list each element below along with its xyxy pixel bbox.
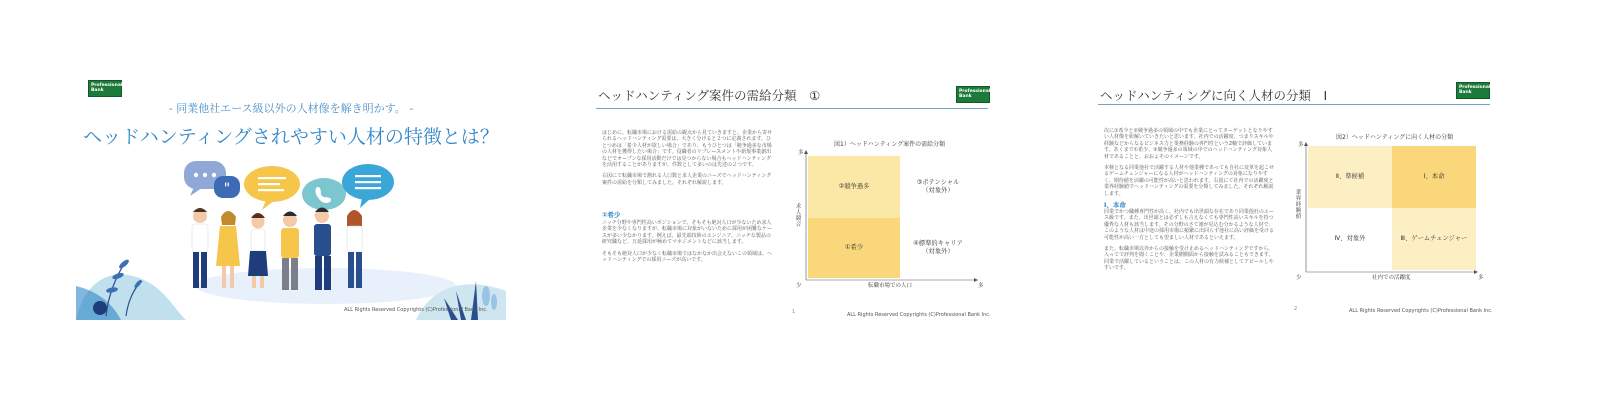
intro-paragraph: 本検となる同業他社で活躍する人材や他業種であっても自社に変革を起こせるゲームチェンジャーになる人材がヘッドハンティングの対象になりやすく、期待値を活躍の可能性が高いと思われます。右図にて社内での活躍度と業界経験値でヘッドハンティングの需要を分類してみました。それぞれ解説します。 — [1104, 165, 1274, 197]
section-paragraph: そもそも絶対人口が少なく転職市場ではなかなか出会えないこの領域は、ヘッドハンティングでの採用ニーズが高いです。 — [602, 250, 773, 264]
section-text — [1104, 209, 1276, 277]
quadrant-label: Ⅲ、ゲームチェンジャー — [1400, 235, 1468, 242]
quadrant-label: ②競争過多 — [838, 183, 870, 190]
quadrant-top-left — [1308, 146, 1392, 208]
figure-title: 図2）ヘッドハンティングに向く人材の分類 — [1336, 134, 1454, 141]
x-axis-label: 転職市場での人口 — [868, 283, 913, 289]
intro-text — [602, 130, 774, 191]
x-axis-label: 社内での活躍度 — [1372, 275, 1411, 281]
intro-paragraph: 右図にて転職市場で測れる人口数と求人企業のニーズでヘッドハンティング案件の需給を分類してみました。それぞれ解説します。 — [602, 173, 772, 186]
intro-text — [1104, 128, 1276, 202]
slide-footer: ALL Rights Reserved Copyrights (C)Professional Bank Inc. — [1349, 308, 1493, 314]
svg-text:": " — [223, 181, 231, 197]
slide-demand-classification[interactable] — [596, 76, 996, 320]
quadrant-top-left — [808, 156, 900, 218]
page-number: 2 — [1294, 306, 1298, 312]
quadrant-label: Ⅳ、対象外 — [1334, 235, 1366, 242]
quadrant-chart — [796, 148, 986, 288]
page-number: 1 — [792, 309, 796, 315]
logo-line1: Professional — [1459, 85, 1491, 90]
section-heading: ①希少 — [602, 211, 621, 219]
title-rule — [596, 108, 988, 109]
logo-line1: Professional — [91, 83, 123, 88]
quadrant-chart — [1296, 140, 1486, 280]
quadrant-bottom-right — [1392, 208, 1476, 270]
slide-talent-classification[interactable] — [1098, 76, 1498, 320]
quadrant-label: ①希少 — [844, 244, 864, 251]
x-axis-low: 少 — [1296, 275, 1302, 281]
quadrant-bottom-left — [808, 218, 900, 278]
x-axis-low: 少 — [796, 283, 802, 289]
logo-line2: Bank — [91, 88, 104, 93]
quadrant-label: Ⅰ、本命 — [1423, 173, 1445, 180]
quadrant-label: ④標準的キャリア — [913, 240, 963, 247]
y-axis-high: 多 — [1298, 142, 1304, 148]
cover-subtitle: - 同業他社エース級以外の人材像を解き明かす。 - — [168, 102, 414, 115]
intro-paragraph: はじめに、転職市場における需給の観点から見ていきますと、企業から寄せられるヘッドハンティング需要は、大きく分けると２つに定義されます。ひとつめは「希少人材が欲しい場合」であり、もうひとつは「競争過多な市場の人材を獲得したい場合」です。役職者のリプレースメントや新規事業創出などでオープンな採用活動だけでは見つからない場合もヘッドハンティングを活用することがありますが、件数として多いのは先述の２つです。 — [602, 130, 773, 169]
cover-title: ヘッドハンティングされやすい人材の特徴とは？ — [83, 126, 499, 148]
quadrant-top-right — [900, 156, 976, 218]
people-speech-bubbles-illustration — [76, 76, 506, 320]
slide3-title: ヘッドハンティングに向く人材の分類 Ⅰ — [1100, 88, 1328, 103]
quadrant-label: Ⅱ、準候補 — [1335, 173, 1365, 180]
logo-line2: Bank — [1459, 90, 1472, 95]
figure-title: 図1）ヘッドハンティング案件の需給分類 — [834, 141, 946, 148]
logo-line2: Bank — [959, 94, 972, 99]
y-axis-label: 求 人 競 合 — [795, 204, 802, 228]
professional-bank-logo — [1456, 82, 1490, 99]
x-axis-high: 多 — [1478, 275, 1484, 281]
quadrant-sublabel: （対象外） — [922, 248, 954, 255]
quadrant-label: ③ポテンシャル — [916, 179, 960, 186]
section-paragraph: 同業でかつ職種専門性が高く、社内でも出世頭な存在であり同業他社のエース級です。また、出世頭とは必ずしも言えなくても専門性高いスキルを持つ優秀な人材も該当します。その分野のさて誰が見込む分かるような人材で、このような人材は中途の採用市場に頻繁に出回らず他社に高い評価を受ける可能性が高い一方としても望ましい人材であるといえます。 — [1104, 209, 1275, 241]
section-text — [602, 220, 774, 268]
slide-cover[interactable] — [76, 76, 506, 320]
slide2-title: ヘッドハンティング案件の需給分類 ① — [598, 88, 821, 103]
intro-paragraph: 次に①希少と②競争過多の領域の中でも企業にとってターゲットとなりやすい人材像を紐解いていきたいと思います。社内での活躍度、つまりスキルや経験などからなるビジネス力と業務経験の専門性という2軸で評価しています。あくまで①希少、②競争過多の領域の中でのヘッドハンティング対象人材であることと、おおよそのイメージです。 — [1104, 128, 1274, 160]
logo-line1: Professional — [959, 89, 991, 94]
quadrant-sublabel: （対象外） — [922, 187, 954, 194]
professional-bank-logo — [956, 86, 990, 103]
section-paragraph: また、転職市場以外からの接触を受け止めるヘッドハンティングですから、入ってで評判を聞くことや、企業側側面から接触を試みることもできます。同業で活躍しているということは、この人材の有力候補としてアピールしやすいです。 — [1104, 246, 1274, 272]
quadrant-top-right — [1392, 146, 1476, 208]
x-axis-high: 多 — [978, 283, 984, 289]
cover-footer: ALL Rights Reserved Copyrights (C)Professional Bank Inc. — [344, 307, 488, 313]
section-heading: Ⅰ、本命 — [1104, 201, 1126, 209]
title-rule — [1098, 104, 1490, 105]
y-axis-high: 多 — [798, 150, 804, 156]
slide-footer: ALL Rights Reserved Copyrights (C)Professional Bank Inc. — [847, 312, 991, 318]
y-axis-label: 業 界 経 験 値 — [1295, 190, 1302, 220]
section-paragraph: ニッチ分野や専門性高いポジションで、そもそも絶対人口が少ないため求人企業を少なくなりますが、転職市場に対象がいないために採用が困難なケースが多い少なかります。例えば、最先端技術のエンジニア、ニッチな製品の研究職など、万延採用が極めてマネジメントなどに該当します。 — [602, 220, 773, 246]
quadrant-bottom-left — [1308, 208, 1392, 270]
quadrant-bottom-right — [900, 218, 976, 278]
